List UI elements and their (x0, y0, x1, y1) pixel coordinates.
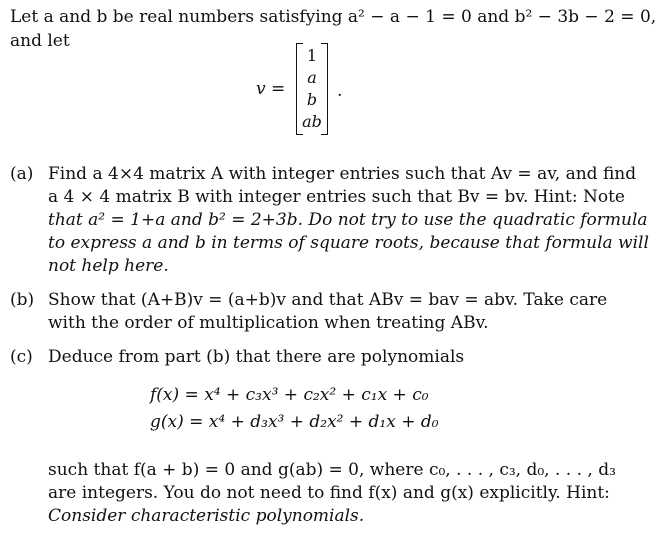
part-a-line-1: Find a 4×4 matrix A with integer entries such that Av = av, and find (48, 164, 637, 184)
part-a-line-3: that a² = 1+a and b² = 2+3b. Do not try to use the quadratic formula (48, 210, 648, 230)
part-b-label: (b) (10, 290, 35, 310)
polynomial-g: g(x) = x⁴ + d₃x³ + d₂x² + d₁x + d₀ (150, 412, 439, 432)
intro-line-2: and let (10, 31, 70, 51)
part-c-line-4: Consider characteristic polynomials. (48, 506, 365, 526)
part-a-label: (a) (10, 164, 34, 184)
part-c-line-3: are integers. You do not need to find f(x) and g(x) explicitly. Hint: (48, 483, 610, 503)
polynomial-f: f(x) = x⁴ + c₃x³ + c₂x² + c₁x + c₀ (150, 385, 429, 405)
part-c-line-2: such that f(a + b) = 0 and g(ab) = 0, where c₀, . . . , c₃, d₀, . . . , d₃ (48, 460, 616, 480)
part-a-line-2: a 4 × 4 matrix B with integer entries such that Bv = bv. Hint: Note (48, 187, 625, 207)
intro-line-1: Let a and b be real numbers satisfying a² − a − 1 = 0 and b² − 3b − 2 = 0, (10, 7, 657, 27)
vector-entry-1: 1 (306, 46, 318, 65)
vector-entry-4: ab (302, 112, 322, 131)
vector-lhs: v = (256, 79, 286, 99)
part-b-line-2: with the order of multiplication when treating ABv. (48, 313, 489, 333)
vector-entry-3: b (306, 90, 318, 109)
vector-entry-2: a (307, 68, 317, 87)
part-a-line-5: not help here. (48, 256, 169, 276)
part-a-line-4: to express a and b in terms of square roots, because that formula will (48, 233, 649, 253)
part-b-line-1: Show that (A+B)v = (a+b)v and that ABv = bav = abv. Take care (48, 290, 608, 310)
part-c-label: (c) (10, 347, 33, 367)
part-c-line-1: Deduce from part (b) that there are polynomials (48, 347, 465, 367)
vector-period: . (337, 81, 343, 101)
vector-matrix (296, 43, 328, 135)
